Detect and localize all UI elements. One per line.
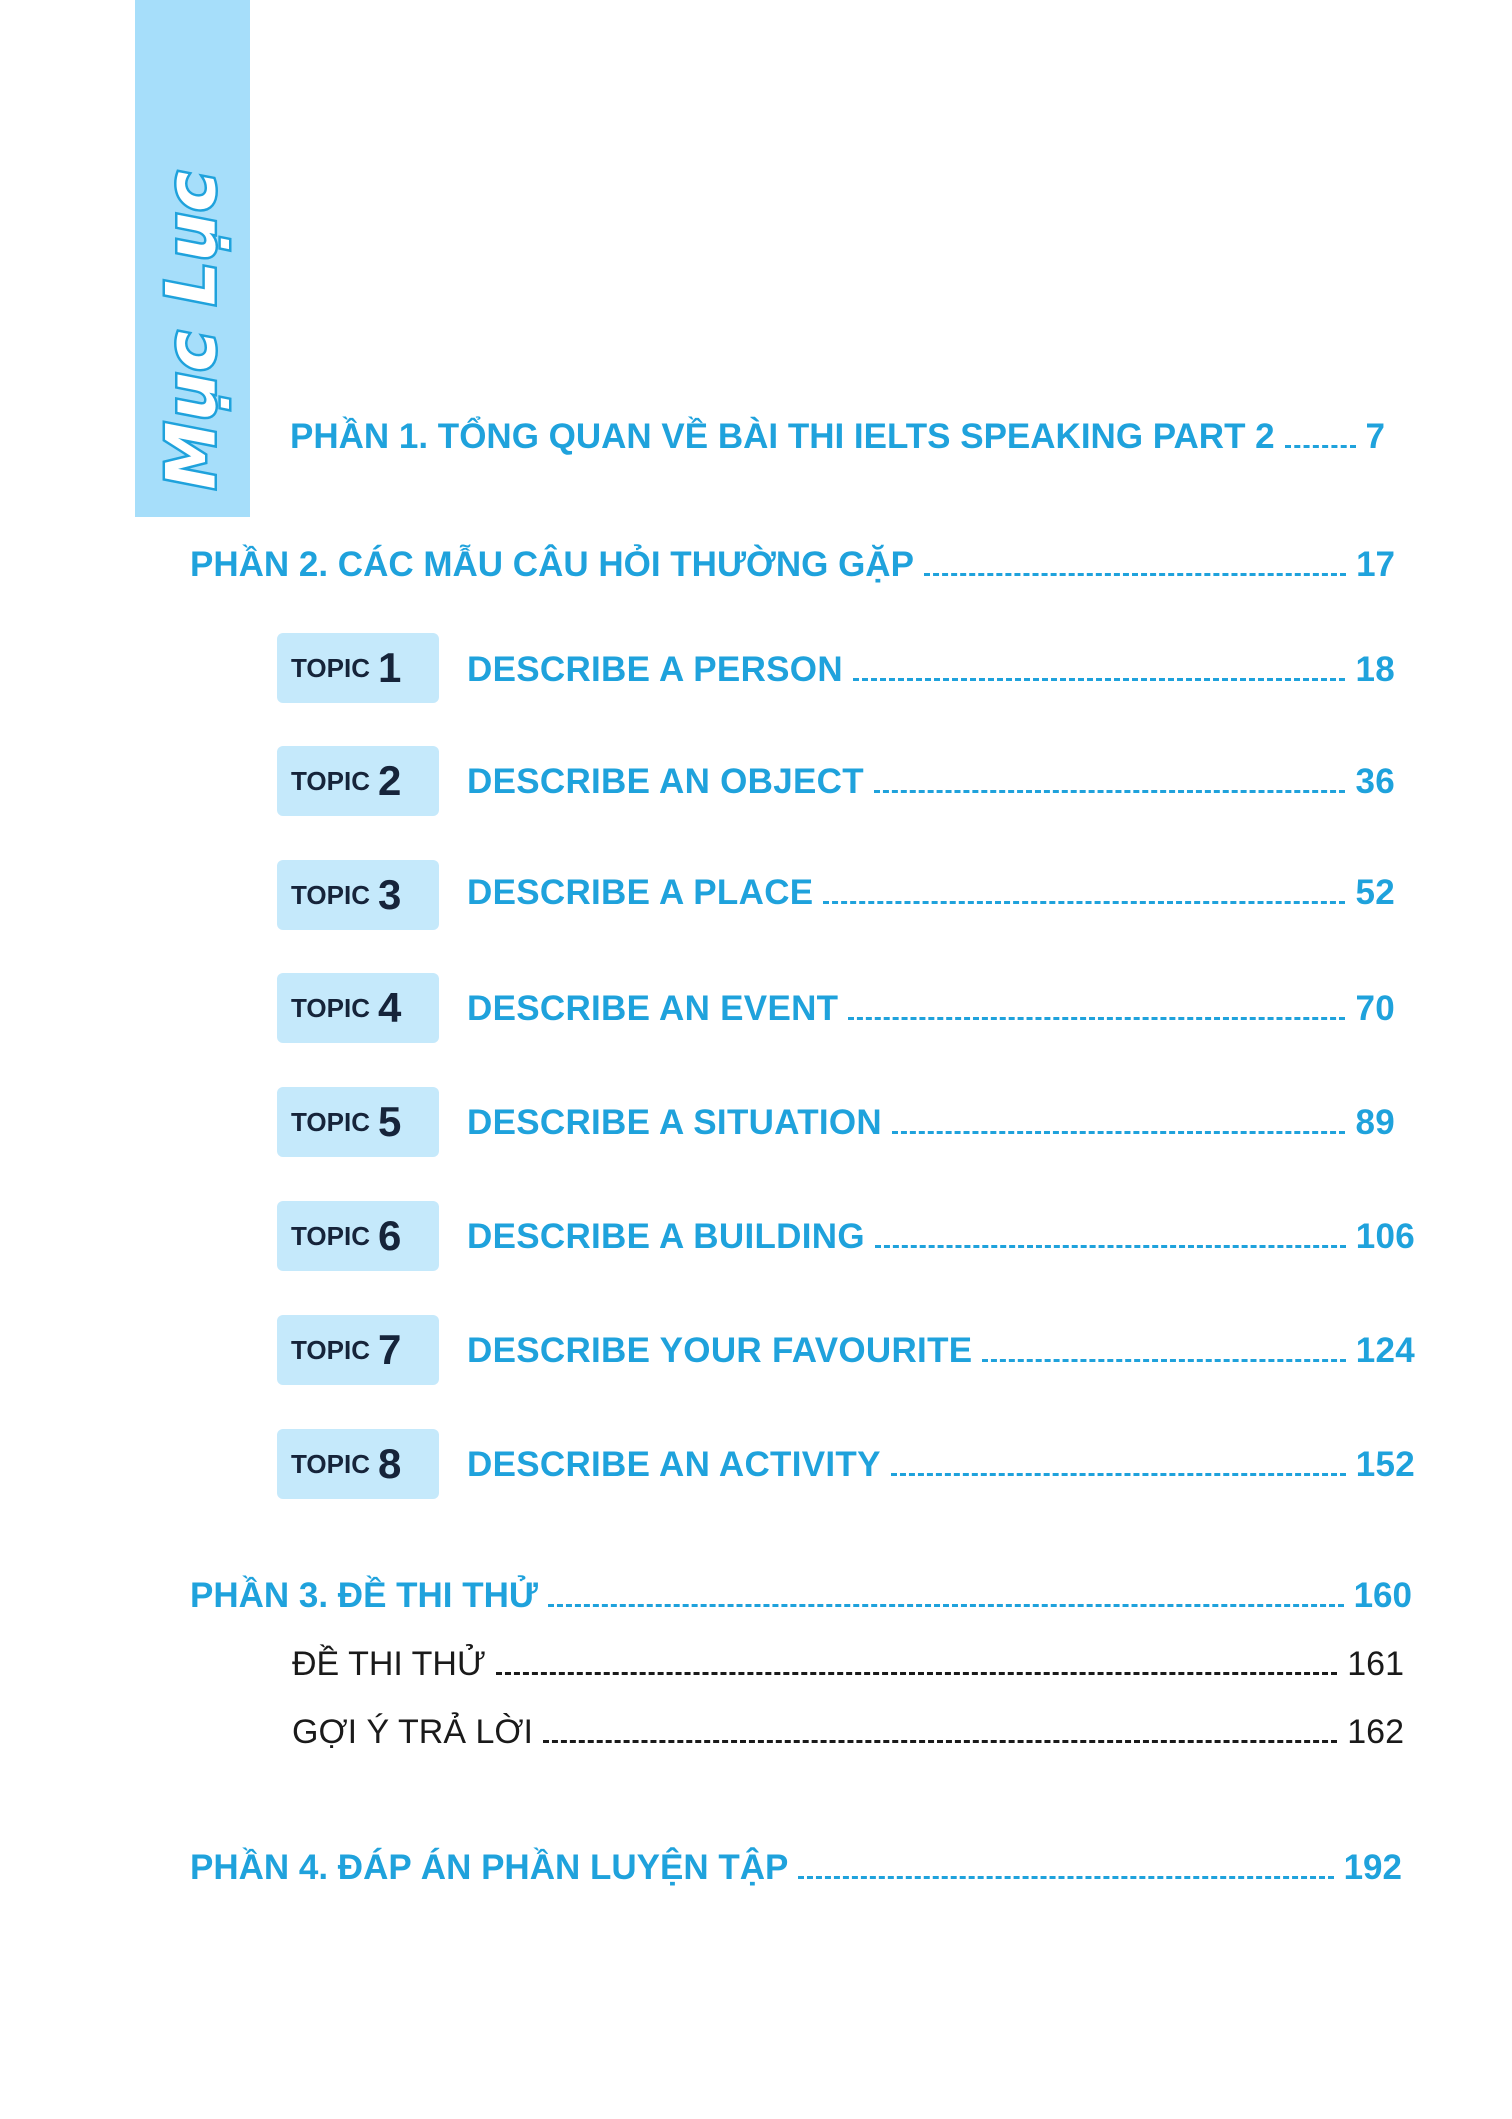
dot-leader: [924, 573, 1346, 576]
topic-page: 18: [1355, 650, 1395, 689]
toc-part-2-label: PHẦN 2. CÁC MẪU CÂU HỎI THƯỜNG GẶP: [190, 545, 914, 584]
topic-title: DESCRIBE AN EVENT: [467, 989, 839, 1028]
topic-title: DESCRIBE A SITUATION: [467, 1103, 882, 1142]
toc-part-3-label: PHẦN 3. ĐỀ THI THỬ: [190, 1576, 538, 1615]
topic-page: 52: [1355, 873, 1395, 912]
dot-leader: [1285, 445, 1356, 448]
topic-title: DESCRIBE A PLACE: [467, 873, 814, 912]
toc-topic-2[interactable]: [467, 762, 1395, 802]
toc-part-2[interactable]: [190, 545, 1395, 585]
toc-p3-item-1[interactable]: [292, 1645, 1404, 1684]
topic-page: 152: [1355, 1445, 1415, 1484]
toc-part-4[interactable]: [190, 1848, 1402, 1888]
toc-topic-8[interactable]: [467, 1445, 1415, 1485]
topic-badge-3: TOPIC 3: [277, 860, 439, 930]
toc-topic-6[interactable]: [467, 1217, 1415, 1257]
sub-item-page: 162: [1347, 1713, 1404, 1751]
dot-leader: [982, 1359, 1345, 1362]
toc-part-4-page: 192: [1343, 1848, 1402, 1887]
dot-leader: [874, 790, 1346, 793]
topic-title: DESCRIBE A PERSON: [467, 650, 843, 689]
toc-part-3-page: 160: [1353, 1576, 1412, 1615]
dot-leader: [848, 1017, 1345, 1020]
topic-title: DESCRIBE YOUR FAVOURITE: [467, 1331, 973, 1370]
topic-title: DESCRIBE AN ACTIVITY: [467, 1445, 881, 1484]
topic-page: 70: [1355, 989, 1395, 1028]
toc-part-1-page: 7: [1365, 417, 1385, 456]
topic-badge-2: TOPIC 2: [277, 746, 439, 816]
dot-leader: [892, 1131, 1345, 1134]
sub-item-label: GỢI Ý TRẢ LỜI: [292, 1713, 533, 1751]
topic-badge-1: TOPIC 1: [277, 633, 439, 703]
toc-topic-4[interactable]: [467, 989, 1395, 1029]
toc-part-4-label: PHẦN 4. ĐÁP ÁN PHẦN LUYỆN TẬP: [190, 1848, 789, 1887]
sub-item-label: ĐỀ THI THỬ: [292, 1645, 487, 1683]
sub-item-page: 161: [1347, 1645, 1404, 1683]
toc-part-3[interactable]: [190, 1576, 1412, 1616]
topic-title: DESCRIBE AN OBJECT: [467, 762, 864, 801]
toc-part-1-label: PHẦN 1. TỔNG QUAN VỀ BÀI THI IELTS SPEAKING PART 2: [290, 417, 1275, 456]
dot-leader: [543, 1740, 1337, 1743]
dot-leader: [548, 1604, 1344, 1607]
toc-p3-item-2[interactable]: [292, 1713, 1404, 1752]
topic-page: 124: [1355, 1331, 1415, 1370]
dot-leader: [891, 1473, 1346, 1476]
toc-topic-7[interactable]: [467, 1331, 1415, 1371]
toc-topic-1[interactable]: [467, 650, 1395, 690]
dot-leader: [853, 678, 1346, 681]
dot-leader: [823, 901, 1345, 904]
dot-leader: [798, 1876, 1333, 1879]
topic-badge-6: TOPIC 6: [277, 1201, 439, 1271]
dot-leader: [875, 1245, 1346, 1248]
dot-leader: [496, 1672, 1337, 1675]
topic-badge-5: TOPIC 5: [277, 1087, 439, 1157]
topic-badge-7: TOPIC 7: [277, 1315, 439, 1385]
topic-badge-8: TOPIC 8: [277, 1429, 439, 1499]
toc-title: Mục Lục: [152, 170, 232, 490]
toc-topic-3[interactable]: [467, 873, 1395, 913]
topic-page: 89: [1355, 1103, 1395, 1142]
topic-title: DESCRIBE A BUILDING: [467, 1217, 865, 1256]
toc-part-2-page: 17: [1356, 545, 1395, 584]
topic-page: 106: [1355, 1217, 1415, 1256]
topic-page: 36: [1355, 762, 1395, 801]
topic-badge-4: TOPIC 4: [277, 973, 439, 1043]
toc-topic-5[interactable]: [467, 1103, 1395, 1143]
toc-part-1[interactable]: [290, 417, 1385, 457]
